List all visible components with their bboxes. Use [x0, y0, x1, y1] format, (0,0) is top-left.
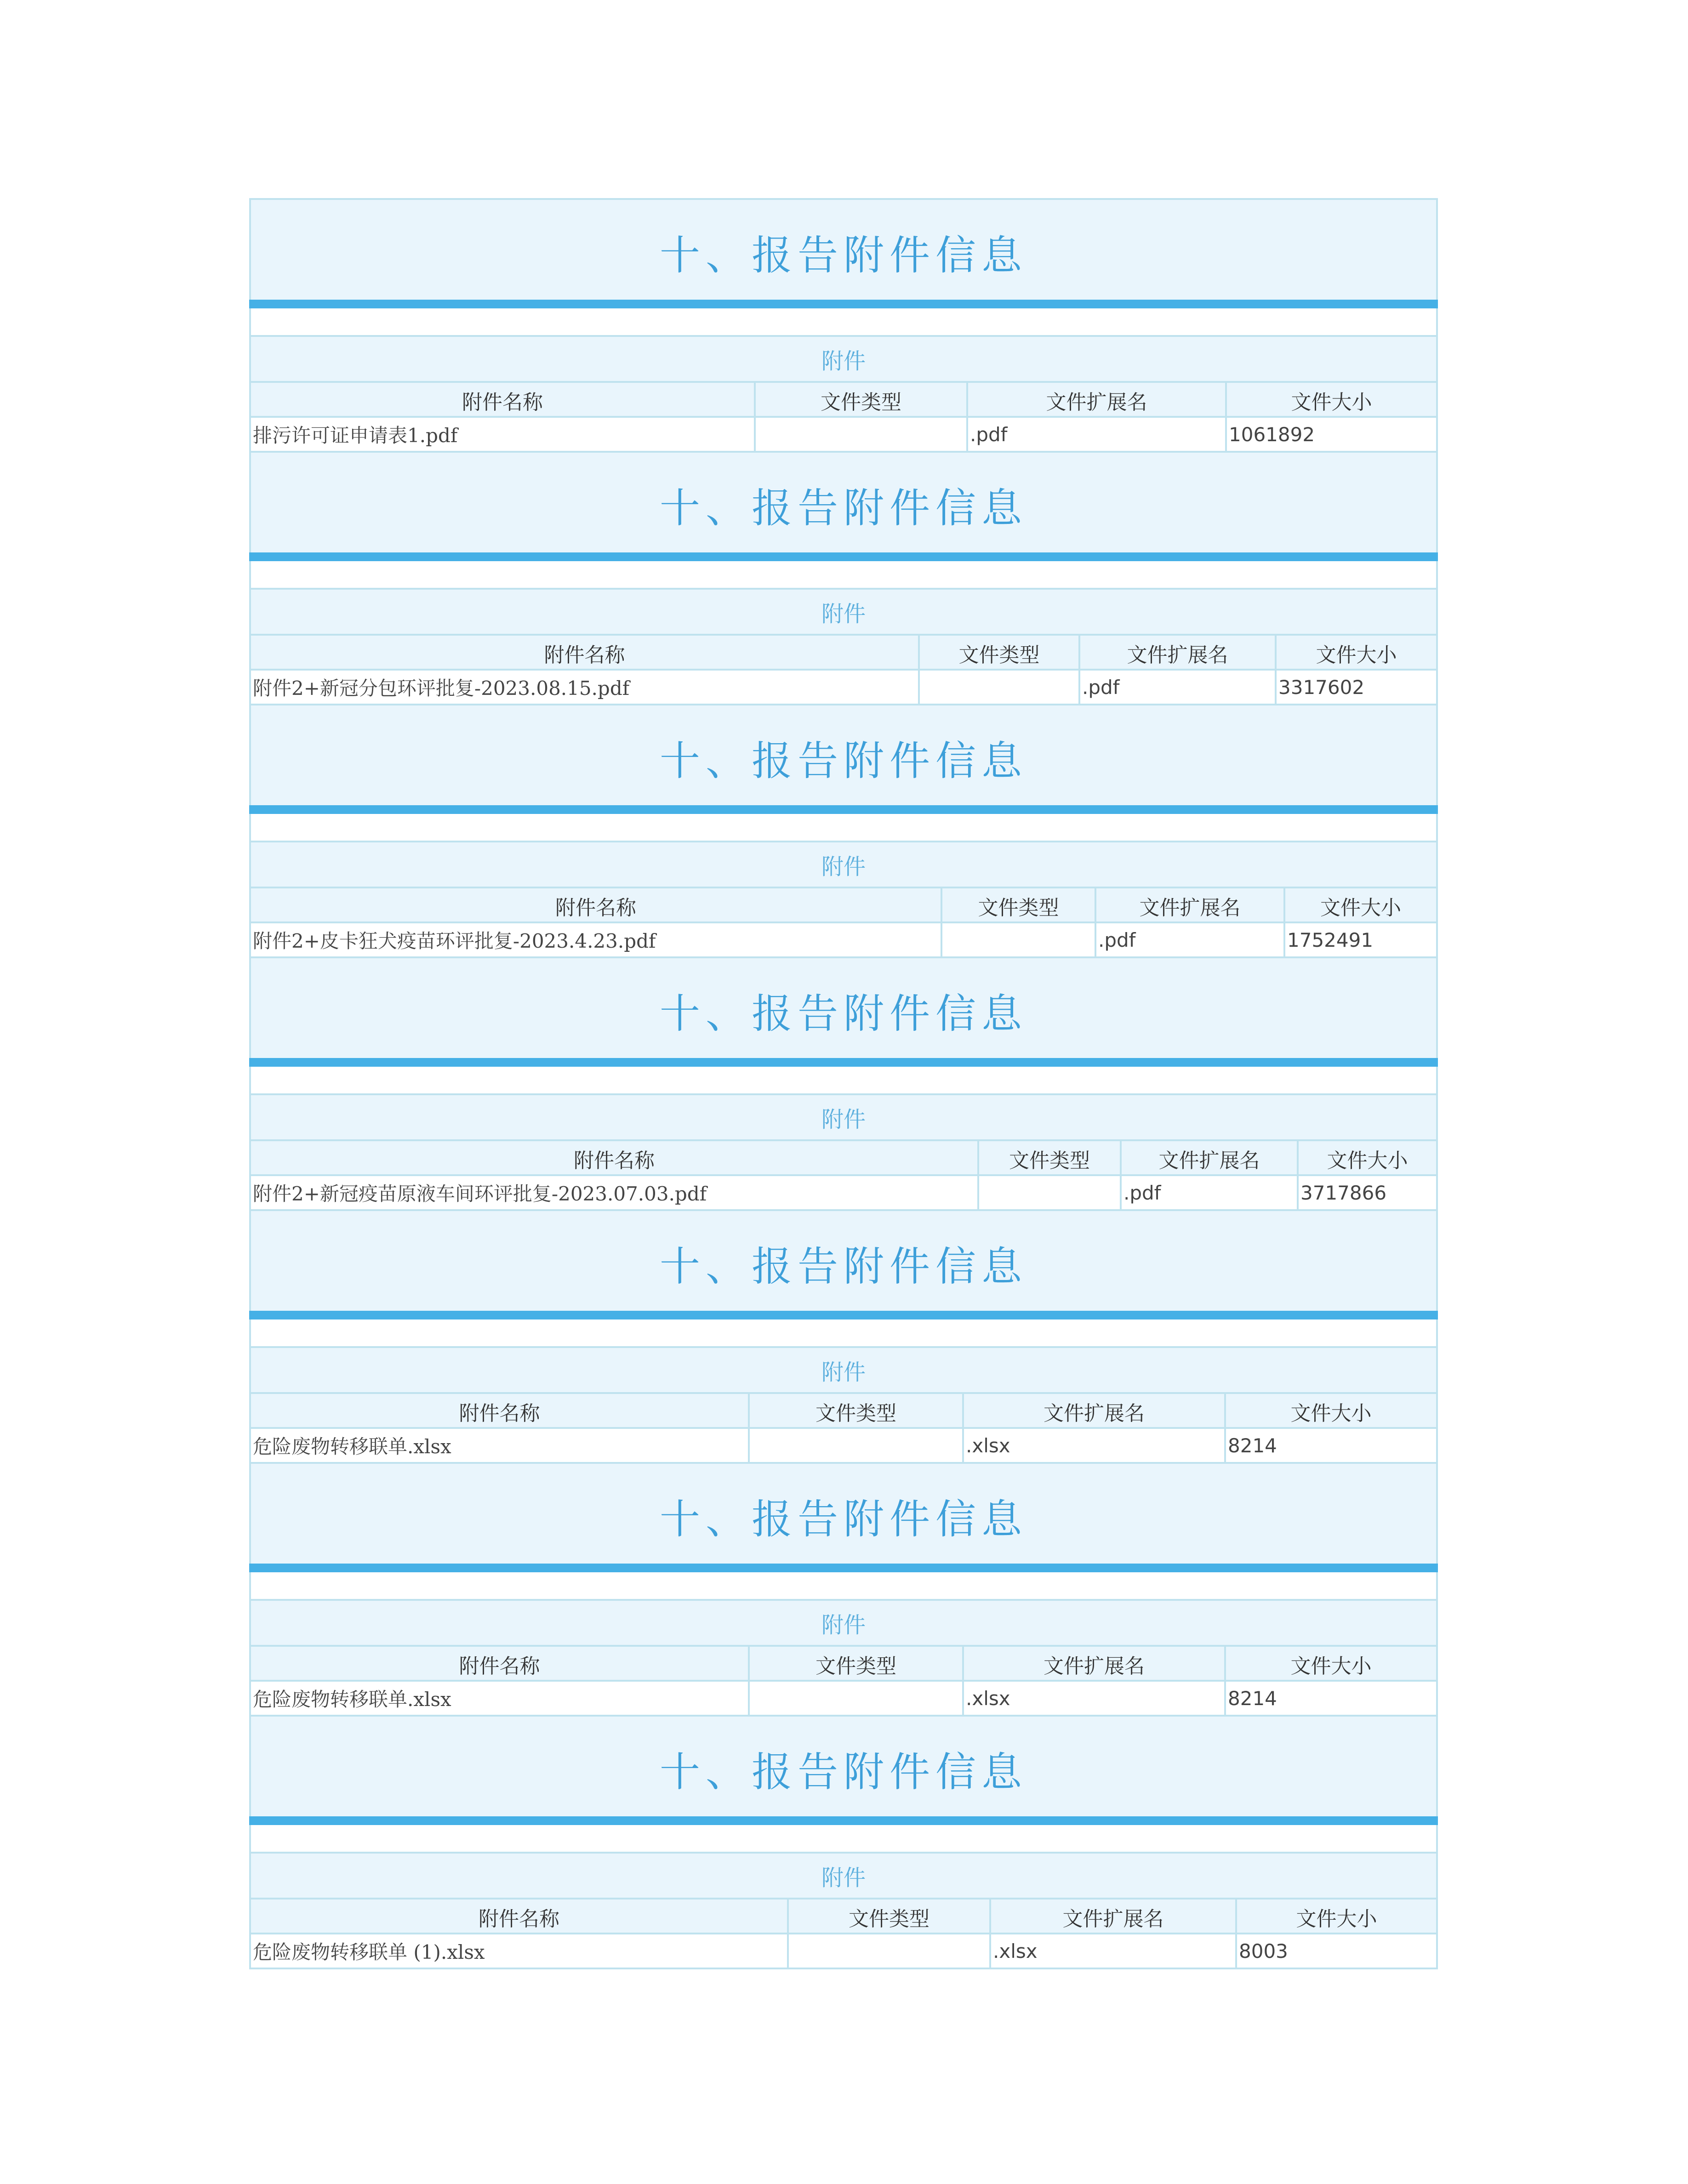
column-header-attachment-name: 附件名称 — [249, 887, 942, 925]
attachment-subtitle: 附件 — [249, 841, 1438, 888]
column-header-file-size: 文件大小 — [1275, 634, 1438, 672]
attachment-section — [249, 1462, 1438, 1715]
table-header-row — [249, 887, 1438, 923]
cell-file-type — [918, 669, 1080, 705]
attachment-subtitle: 附件 — [249, 1346, 1438, 1394]
section-title-box — [249, 704, 1438, 805]
attachment-subtitle: 附件 — [249, 1093, 1438, 1141]
cell-attachment-name: 排污许可证申请表1.pdf — [249, 416, 756, 453]
section-title-box — [249, 1715, 1438, 1816]
title-underline-bar — [249, 1564, 1438, 1572]
attachment-subtitle: 附件 — [249, 1852, 1438, 1900]
column-header-attachment-name: 附件名称 — [249, 1139, 979, 1178]
table-row — [249, 1933, 1438, 1968]
cell-file-type — [787, 1933, 991, 1969]
cell-file-extension: .pdf — [966, 416, 1227, 453]
cell-file-size: 1752491 — [1283, 921, 1438, 958]
table-header-row — [249, 381, 1438, 418]
column-header-attachment-name: 附件名称 — [249, 1645, 750, 1684]
cell-file-extension: .xlsx — [962, 1427, 1226, 1464]
column-header-attachment-name: 附件名称 — [249, 634, 920, 672]
cell-file-type — [977, 1174, 1122, 1211]
cell-file-type — [748, 1427, 964, 1464]
section-title: 十、报告附件信息 — [659, 1242, 1027, 1290]
cell-file-size: 1061892 — [1225, 416, 1438, 453]
section-title: 十、报告附件信息 — [659, 231, 1027, 279]
cell-file-extension: .pdf — [1078, 669, 1277, 705]
section-title-box — [249, 1209, 1438, 1311]
spacer-row — [249, 1067, 1438, 1095]
column-header-file-extension: 文件扩展名 — [989, 1898, 1237, 1936]
cell-attachment-name: 附件2+新冠疫苗原液车间环评批复-2023.07.03.pdf — [249, 1174, 979, 1211]
title-underline-bar — [249, 805, 1438, 814]
column-header-attachment-name: 附件名称 — [249, 381, 756, 420]
table-row — [249, 1427, 1438, 1462]
cell-file-size: 3717866 — [1297, 1174, 1438, 1211]
attachment-report-document — [249, 198, 1438, 1968]
column-header-attachment-name: 附件名称 — [249, 1898, 789, 1936]
column-header-file-extension: 文件扩展名 — [1095, 887, 1285, 925]
section-title: 十、报告附件信息 — [659, 484, 1027, 532]
cell-file-type — [754, 416, 968, 453]
column-header-file-type: 文件类型 — [787, 1898, 991, 1936]
cell-file-type — [748, 1680, 964, 1717]
table-header-row — [249, 1392, 1438, 1429]
column-header-file-type: 文件类型 — [748, 1392, 964, 1431]
table-row — [249, 921, 1438, 956]
title-underline-bar — [249, 552, 1438, 561]
column-header-file-size: 文件大小 — [1235, 1898, 1438, 1936]
cell-file-size: 8003 — [1235, 1933, 1438, 1969]
column-header-file-type: 文件类型 — [754, 381, 968, 420]
attachment-section — [249, 704, 1438, 956]
attachment-section — [249, 1209, 1438, 1462]
spacer-row — [249, 561, 1438, 590]
cell-attachment-name: 危险废物转移联单.xlsx — [249, 1680, 750, 1717]
column-header-file-size: 文件大小 — [1225, 381, 1438, 420]
spacer-row — [249, 1825, 1438, 1854]
table-header-row — [249, 1898, 1438, 1934]
column-header-file-extension: 文件扩展名 — [1078, 634, 1277, 672]
section-title: 十、报告附件信息 — [659, 1748, 1027, 1796]
attachment-section — [249, 198, 1438, 451]
column-header-file-size: 文件大小 — [1224, 1645, 1438, 1684]
column-header-file-extension: 文件扩展名 — [962, 1645, 1226, 1684]
spacer-row — [249, 1320, 1438, 1348]
table-row — [249, 1680, 1438, 1715]
section-title: 十、报告附件信息 — [659, 737, 1027, 785]
spacer-row — [249, 1572, 1438, 1601]
cell-attachment-name: 附件2+皮卡狂犬疫苗环评批复-2023.4.23.pdf — [249, 921, 942, 958]
section-title: 十、报告附件信息 — [659, 1495, 1027, 1543]
table-row — [249, 1174, 1438, 1209]
spacer-row — [249, 308, 1438, 337]
column-header-file-size: 文件大小 — [1297, 1139, 1438, 1178]
cell-file-type — [941, 921, 1096, 958]
column-header-file-extension: 文件扩展名 — [966, 381, 1227, 420]
section-title-box — [249, 956, 1438, 1058]
column-header-file-type: 文件类型 — [977, 1139, 1122, 1178]
column-header-file-extension: 文件扩展名 — [1120, 1139, 1299, 1178]
attachment-subtitle: 附件 — [249, 1599, 1438, 1647]
attachment-subtitle: 附件 — [249, 588, 1438, 636]
title-underline-bar — [249, 300, 1438, 308]
cell-file-extension: .xlsx — [989, 1933, 1237, 1969]
cell-file-size: 8214 — [1224, 1680, 1438, 1717]
table-row — [249, 669, 1438, 704]
attachment-section — [249, 451, 1438, 704]
attachment-subtitle: 附件 — [249, 335, 1438, 383]
table-row — [249, 416, 1438, 451]
title-underline-bar — [249, 1311, 1438, 1320]
column-header-attachment-name: 附件名称 — [249, 1392, 750, 1431]
section-title-box — [249, 1462, 1438, 1564]
column-header-file-type: 文件类型 — [918, 634, 1080, 672]
column-header-file-type: 文件类型 — [748, 1645, 964, 1684]
spacer-row — [249, 814, 1438, 842]
column-header-file-type: 文件类型 — [941, 887, 1096, 925]
cell-attachment-name: 附件2+新冠分包环评批复-2023.08.15.pdf — [249, 669, 920, 705]
title-underline-bar — [249, 1058, 1438, 1067]
table-header-row — [249, 1139, 1438, 1176]
column-header-file-extension: 文件扩展名 — [962, 1392, 1226, 1431]
cell-file-size: 8214 — [1224, 1427, 1438, 1464]
title-underline-bar — [249, 1816, 1438, 1825]
column-header-file-size: 文件大小 — [1283, 887, 1438, 925]
cell-file-extension: .pdf — [1095, 921, 1285, 958]
column-header-file-size: 文件大小 — [1224, 1392, 1438, 1431]
cell-attachment-name: 危险废物转移联单.xlsx — [249, 1427, 750, 1464]
cell-file-size: 3317602 — [1275, 669, 1438, 705]
table-header-row — [249, 1645, 1438, 1682]
section-title: 十、报告附件信息 — [659, 990, 1027, 1037]
section-title-box — [249, 451, 1438, 552]
section-title-box — [249, 198, 1438, 300]
table-header-row — [249, 634, 1438, 671]
cell-attachment-name: 危险废物转移联单 (1).xlsx — [249, 1933, 789, 1969]
cell-file-extension: .pdf — [1120, 1174, 1299, 1211]
attachment-section — [249, 956, 1438, 1209]
attachment-section — [249, 1715, 1438, 1968]
cell-file-extension: .xlsx — [962, 1680, 1226, 1717]
